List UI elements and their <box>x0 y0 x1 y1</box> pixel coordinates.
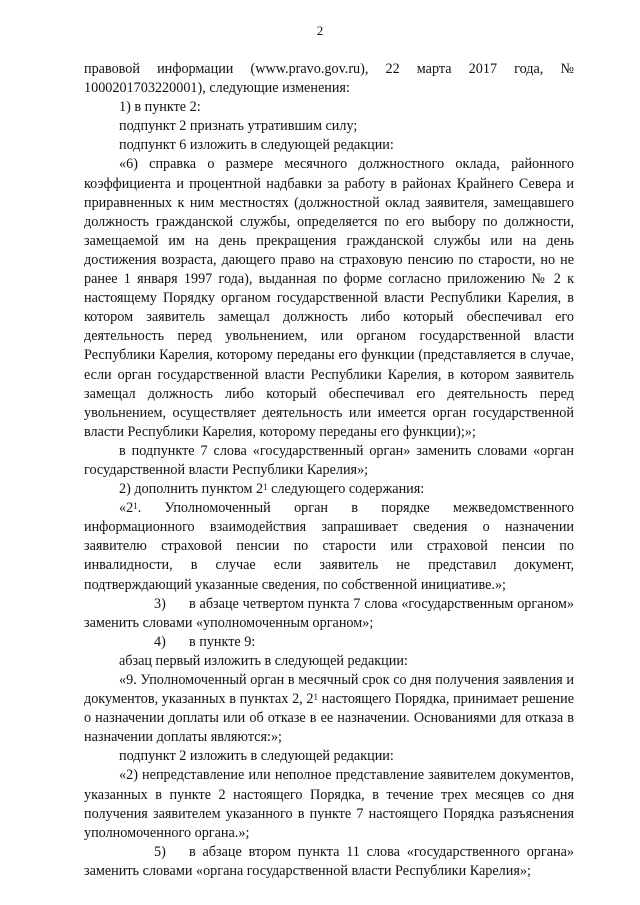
paragraph-point-2-1 <box>84 499 574 594</box>
document-body <box>84 60 574 881</box>
paragraph-point-9 <box>84 671 574 747</box>
point-9-text-b: настоящего Порядка, принимает решение о назначении доплаты или об отказе в ее назначении. Основаниями для отказа в назначении доплаты являются:»; <box>84 691 574 746</box>
paragraph-abzac-1: абзац первый изложить в следующей редакции: <box>119 652 408 669</box>
paragraph-subitem-2: подпункт 2 признать утратившим силу; <box>119 118 358 135</box>
item-2-superscript: 1 <box>263 482 268 493</box>
paragraph-item-1: 1) в пункте 2: <box>119 99 201 116</box>
point-9-superscript: 1 <box>313 692 318 703</box>
paragraph-subitem-2-new: подпункт 2 изложить в следующей редакции: <box>119 748 394 765</box>
point-2-1-text-b: . Уполномоченный орган в порядке межведомственного информационного взаимодействия запрашивает сведения о назначении заявителю страховой пенсии по старости или страховой пенсии по инвалидности, в случае если заявитель не представил документ, подтверждающий указанные сведения, по собственной инициативе.»; <box>84 500 574 593</box>
paragraph-subitem-6: подпункт 6 изложить в следующей редакции: <box>119 137 394 154</box>
paragraph-subitem-2-text: «2) непредставление или неполное представление заявителем документов, указанных в пункте 2 настоящего Порядка, в течение трех месяцев со дня получения заявителем указанного в пункте 7 настоящего Порядка разъяснения уполномоченного органа.»; <box>84 767 574 841</box>
item-2-text-a: 2) дополнить пунктом 2 <box>119 481 264 498</box>
paragraph-item-4 <box>84 633 574 652</box>
paragraph-item-2 <box>84 480 574 499</box>
paragraph-item-5 <box>84 843 574 881</box>
point-2-1-superscript: 1 <box>133 501 138 512</box>
item-4-number: 4) <box>154 633 166 650</box>
item-5-number: 5) <box>154 843 166 860</box>
item-4-text: в пункте 9: <box>189 633 256 650</box>
item-2-text-b: следующего содержания: <box>267 481 425 498</box>
point-2-1-text-a: «2 <box>119 500 134 517</box>
paragraph-subitem-6-text: «6) справка о размере месячного должностного оклада, районного коэффициента и процентной надбавки за работу в районах Крайнего Севера и приравненных к ним местностях (должностной оклад заявителя, замещавшего должность гражданской службы, определяется по его выбору по должности, замещаемой им на день прекращения гражданской службы или на день достижения возраста, дающего право на страховую пенсию по старости, но не ранее 1 января 1997 года), выданная по форме согласно приложению № 2 к настоящему Порядку органом государственной власти Республики Карелия, в котором заявитель замещал должность либо который обеспечивал его деятельность перед увольнением, или органом государственной власти Республики Карелия, которому переданы его функции (представляется в случае, если орган государственной власти Республики Карелия, в котором заявитель замещал должность либо который обеспечивал его деятельность перед увольнением, осуществляет деятельность или имеется орган государственной власти Республики Карелия, которому переданы его функции);»; <box>84 156 574 440</box>
paragraph-intro: правовой информации (www.pravo.gov.ru), 22 марта 2017 года, № 1000201703220001), следующие изменения: <box>84 61 574 97</box>
item-5-text: в абзаце втором пункта 11 слова «государственного органа» заменить словами «органа государственной власти Республики Карелия»; <box>84 843 574 879</box>
paragraph-subitem-7: в подпункте 7 слова «государственный орган» заменить словами «орган государственной власти Республики Карелия»; <box>84 442 574 478</box>
item-3-text: в абзаце четвертом пункта 7 слова «государственным органом» заменить словами «уполномоченным органом»; <box>84 595 574 631</box>
page-number: 2 <box>316 23 324 38</box>
item-3-number: 3) <box>154 595 166 612</box>
paragraph-item-3 <box>84 595 574 633</box>
point-9-text-a: «9. Уполномоченный орган в месячный срок со дня получения заявления и документов, указанных в пунктах 2, 2 <box>84 672 574 708</box>
